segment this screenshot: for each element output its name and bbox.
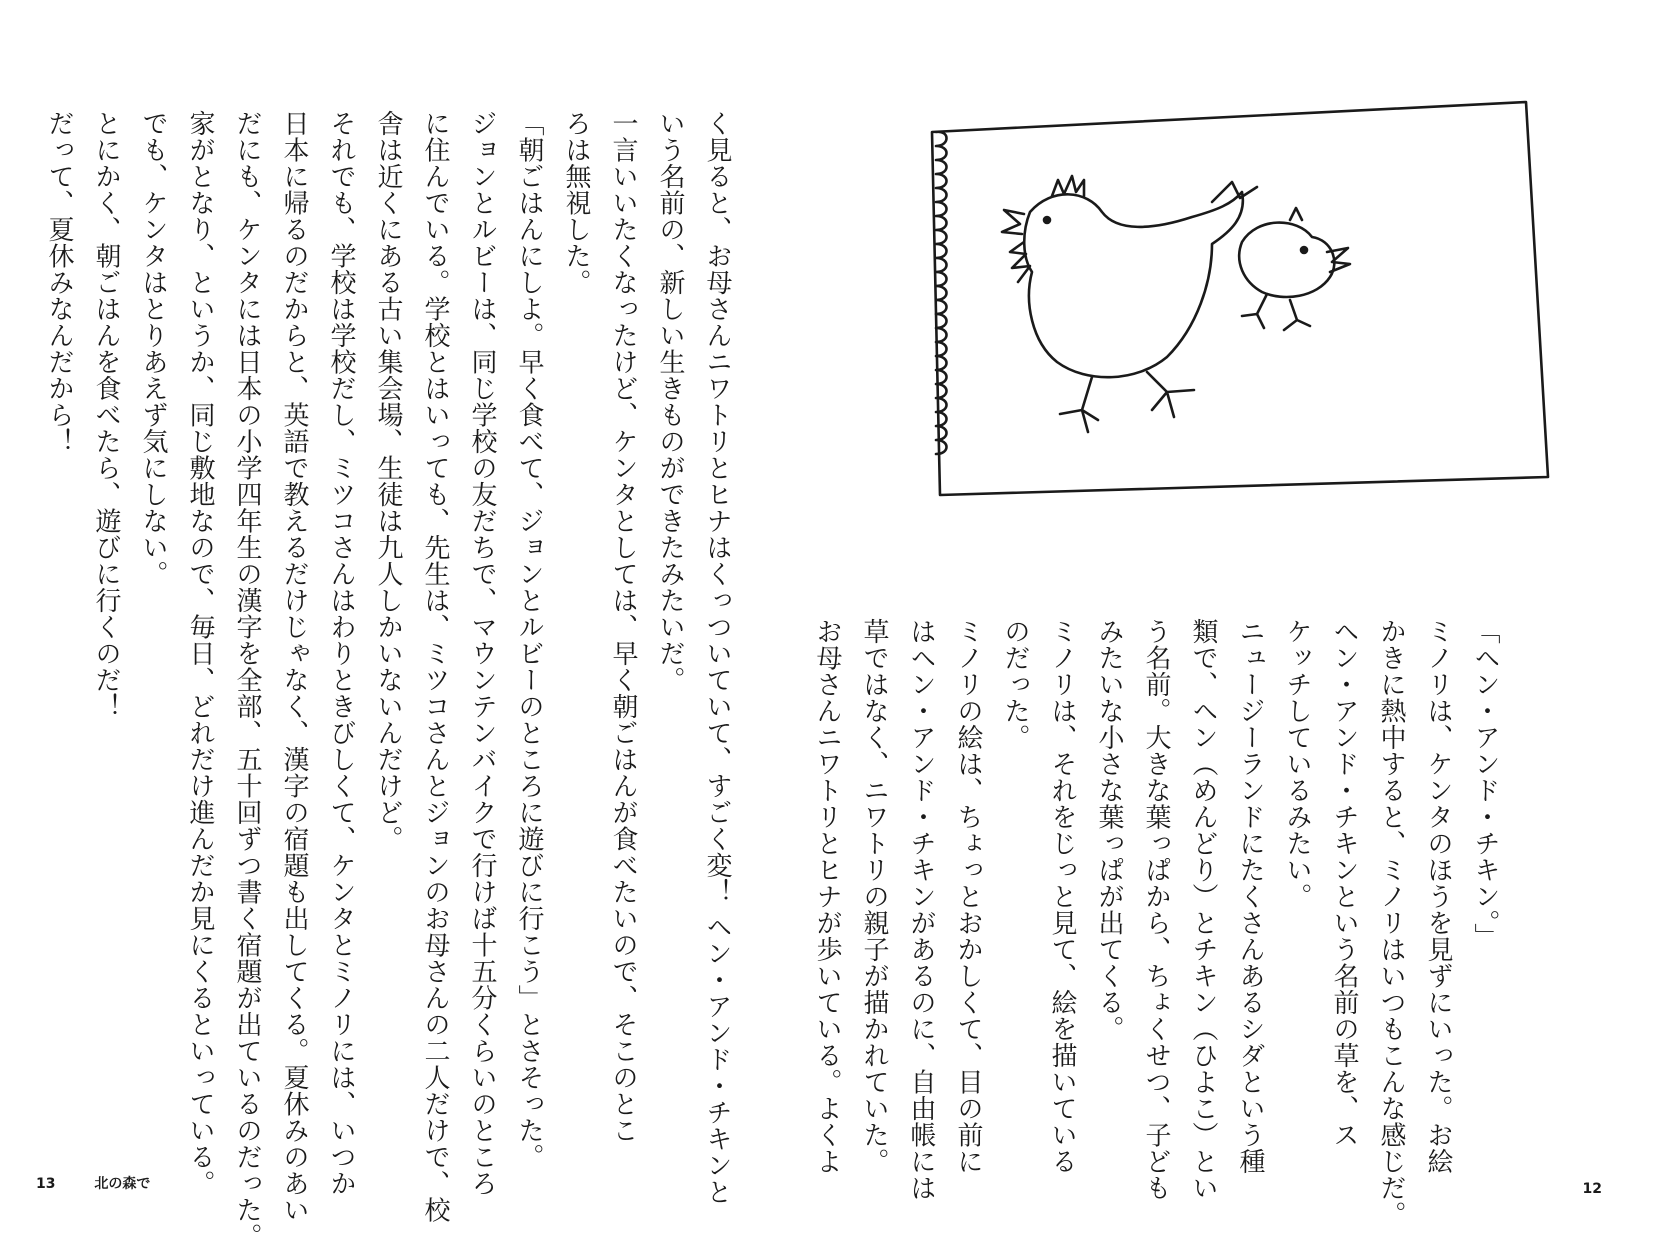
text-column: だって、夏休みなんだから！ bbox=[44, 110, 74, 455]
hen-and-chick-sketch-icon bbox=[912, 92, 1560, 502]
text-column: ニュージーランドにたくさんあるシダという種 bbox=[1235, 618, 1265, 1175]
text-column: でも、ケンタはとりあえず気にしない。 bbox=[138, 110, 168, 587]
page-number: 13 bbox=[36, 1176, 56, 1192]
running-title: 北の森で bbox=[94, 1176, 151, 1192]
text-column: ジョンとルビーは、同じ学校の友だちで、マウンテンバイクで行けば十五分くらいのところ bbox=[467, 110, 497, 1197]
text-column: ミノリは、ケンタのほうを見ずにいった。お絵 bbox=[1423, 618, 1453, 1175]
text-column: かきに熱中すると、ミノリはいつもこんな感じだ。 bbox=[1376, 618, 1406, 1228]
text-column: に住んでいる。学校とはいっても、先生は、ミツコさんとジョンのお母さんの二人だけで、校 bbox=[420, 110, 450, 1223]
text-column: 家がとなり、というか、同じ敷地なので、毎日、どれだけ進んだか見にくるといっている。 bbox=[185, 110, 215, 1197]
text-column: みたいな小さな葉っぱが出てくる。 bbox=[1094, 618, 1124, 1042]
text-column: ケッチしているみたい。 bbox=[1282, 618, 1312, 910]
text-column: のだった。 bbox=[1000, 618, 1030, 751]
page-number: 12 bbox=[1582, 1181, 1602, 1197]
text-column: 舎は近くにある古い集会場、生徒は九人しかいないんだけど。 bbox=[373, 110, 403, 852]
text-column: 「朝ごはんにしよ。早く食べて、ジョンとルビーのところに遊びに行こう」とさそった。 bbox=[514, 110, 544, 1170]
text-column: いう名前の、新しい生きものができたみたいだ。 bbox=[655, 110, 685, 693]
text-column: う名前。大きな葉っぱから、ちょくせつ、子ども bbox=[1141, 618, 1171, 1201]
text-column: ろは無視した。 bbox=[561, 110, 591, 296]
text-column: とにかく、朝ごはんを食べたら、遊びに行くのだ！ bbox=[91, 110, 121, 720]
text-column: だにも、ケンタには日本の小学四年生の漢字を全部、五十回ずつ書く宿題が出ているのだった。 bbox=[232, 110, 262, 1250]
text-column: 一言いいたくなったけど、ケンタとしては、早く朝ごはんが食べたいので、そこのとこ bbox=[608, 110, 638, 1144]
text-column: ミノリは、それをじっと見て、絵を描いている bbox=[1047, 618, 1077, 1175]
text-column: はヘン・アンド・チキンがあるのに、自由帳には bbox=[906, 618, 936, 1201]
left-page-footer bbox=[36, 1173, 150, 1193]
right-page-text bbox=[803, 618, 1508, 1228]
text-column: ミノリの絵は、ちょっとおかしくて、目の前に bbox=[953, 618, 983, 1175]
text-column: 類で、ヘン（めんどり）とチキン（ひよこ）とい bbox=[1188, 618, 1218, 1201]
right-page-footer bbox=[1583, 1181, 1602, 1197]
text-column: 「ヘン・アンド・チキン。」 bbox=[1470, 618, 1500, 950]
text-column: く見ると、お母さんニワトリとヒナはくっついていて、すごく変！ ヘン・アンド・チキンと bbox=[702, 110, 732, 1206]
text-column: 草ではなく、ニワトリの親子が描かれていた。 bbox=[859, 618, 889, 1175]
text-column: それでも、学校は学校だし、ミツコさんはわりときびしくて、ケンタとミノリには、いつか bbox=[326, 110, 356, 1197]
text-column: お母さんニワトリとヒナが歩いている。よくよ bbox=[812, 618, 842, 1175]
text-column: 日本に帰るのだからと、英語で教えるだけじゃなく、漢字の宿題も出してくる。夏休みのあい bbox=[279, 110, 309, 1223]
text-column: ヘン・アンド・チキンという名前の草を、ス bbox=[1329, 618, 1359, 1148]
